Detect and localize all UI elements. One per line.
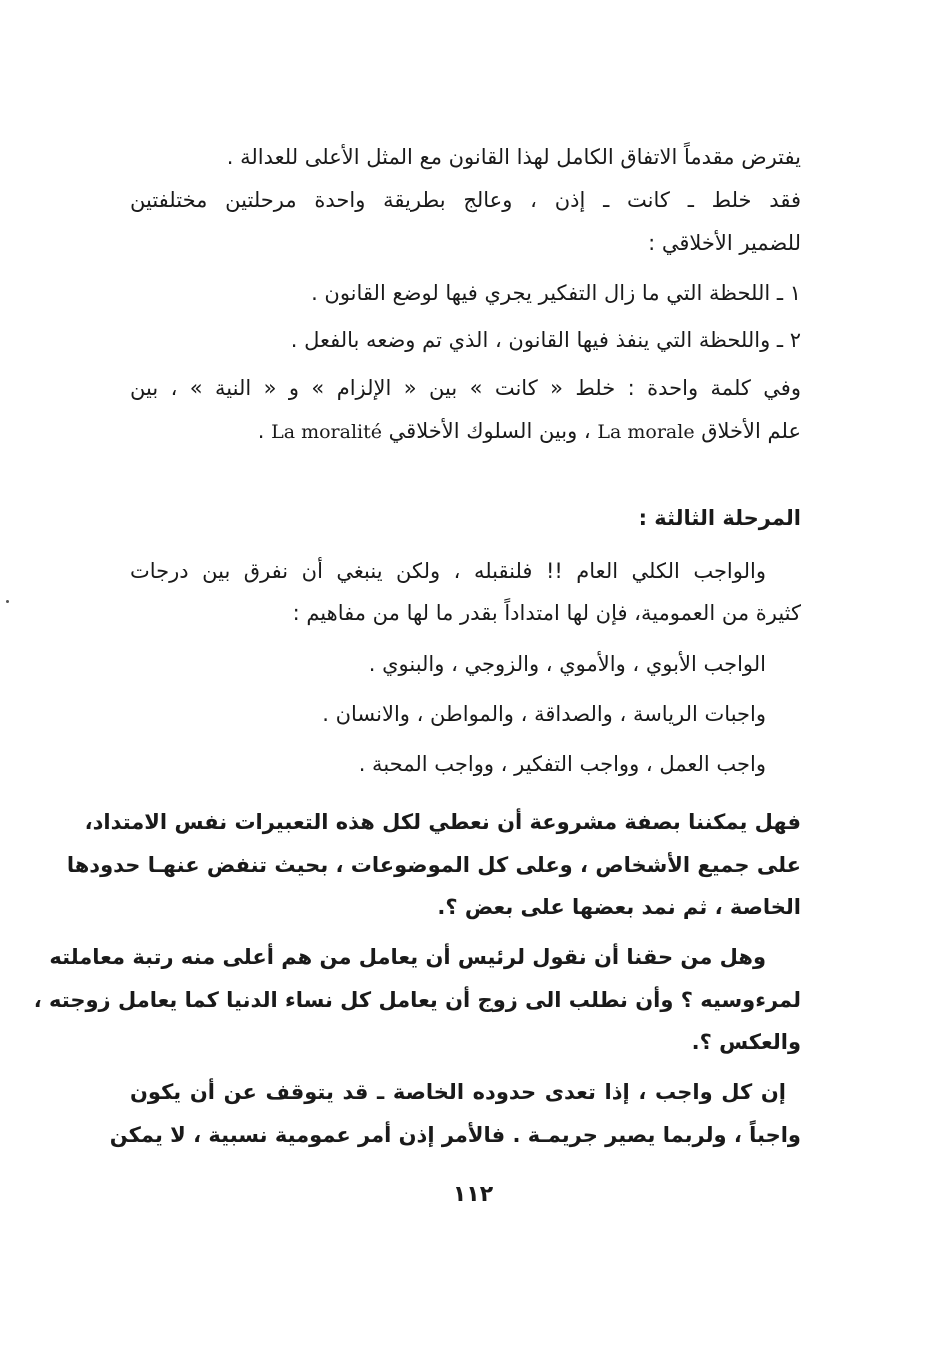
section-heading: المرحلة الثالثة :: [638, 506, 801, 530]
paragraph-line-13: والعكس ؟.: [691, 1030, 801, 1054]
list-item-2: ٢ ـ واللحظة التي ينفذ فيها القانون ، الذي تم وضعه بالفعل .: [290, 328, 801, 352]
paragraph-line-6: والواجب الكلي العام !! فلنقبله ، ولكن ينبغي أن نفرق بين درجات: [130, 559, 766, 583]
paragraph-line-11: وهل من حقنا أن نقول لرئيس أن يعامل من هم أعلى منه رتبة معاملته: [49, 945, 766, 969]
list-duty-2: واجبات الرياسة ، والصداقة ، والمواطن ، والانسان .: [322, 702, 766, 726]
paragraph-line-14: إن كل واجب ، إذا تعدى حدوده الخاصة ـ قد يتوقف عن أن يكون: [130, 1080, 786, 1104]
line-text-after: .: [257, 419, 272, 443]
list-duty-1: الواجب الأبوي ، والأموي ، والزوجي ، والبنوي .: [368, 652, 766, 676]
latin-term-moralite: La moralité: [271, 421, 382, 443]
paragraph-line-15: واجباً ، ولربما يصير جريمـة . فالأمر إذن أمر عمومية نسبية ، لا يمكن: [109, 1123, 801, 1147]
paragraph-line-4: وفي كلمة واحدة : خلط « كانت » بين « الإلزام » و « النية » ، بين: [130, 376, 801, 400]
paragraph-line-9: على جميع الأشخاص ، وعلى كل الموضوعات ، بحيث تنفض عنهـا حدودها: [66, 853, 801, 877]
paragraph-line-7: كثيرة من العمومية، فإن لها امتداداً بقدر ما لها من مفاهيم :: [292, 601, 801, 625]
page-number: ١١٢: [452, 1182, 494, 1207]
paragraph-line-3: للضمير الأخلاقي :: [648, 231, 801, 255]
paragraph-line-10: الخاصة ، ثم نمد بعضها على بعض ؟.: [437, 895, 801, 919]
line-text-middle: ، وبين السلوك الأخلاقي: [381, 419, 598, 443]
scan-speck: [6, 600, 9, 603]
paragraph-line-2: فقد خلط ـ كانت ـ إذن ، وعالج بطريقة واحدة مرحلتين مختلفتين: [130, 188, 801, 212]
paragraph-line-1: يفترض مقدماً الاتفاق الكامل لهذا القانون مع المثل الأعلى للعدالة .: [226, 145, 801, 169]
list-item-1: ١ ـ اللحظة التي ما زال التفكير يجري فيها لوضع القانون .: [311, 281, 801, 305]
latin-term-morale: La morale: [597, 421, 695, 443]
paragraph-line-12: لمرءوسيه ؟ وأن نطلب الى زوج أن يعامل كل نساء الدنيا كما يعامل زوجته ،: [33, 988, 801, 1012]
paragraph-line-8: فهل يمكننا بصفة مشروعة أن نعطي لكل هذه التعبيرات نفس الامتداد،: [84, 810, 801, 834]
line-text-before: علم الأخلاق: [694, 419, 801, 443]
paragraph-line-5: [130, 416, 801, 447]
list-duty-3: واجب العمل ، وواجب التفكير ، وواجب المحبة .: [358, 752, 766, 776]
